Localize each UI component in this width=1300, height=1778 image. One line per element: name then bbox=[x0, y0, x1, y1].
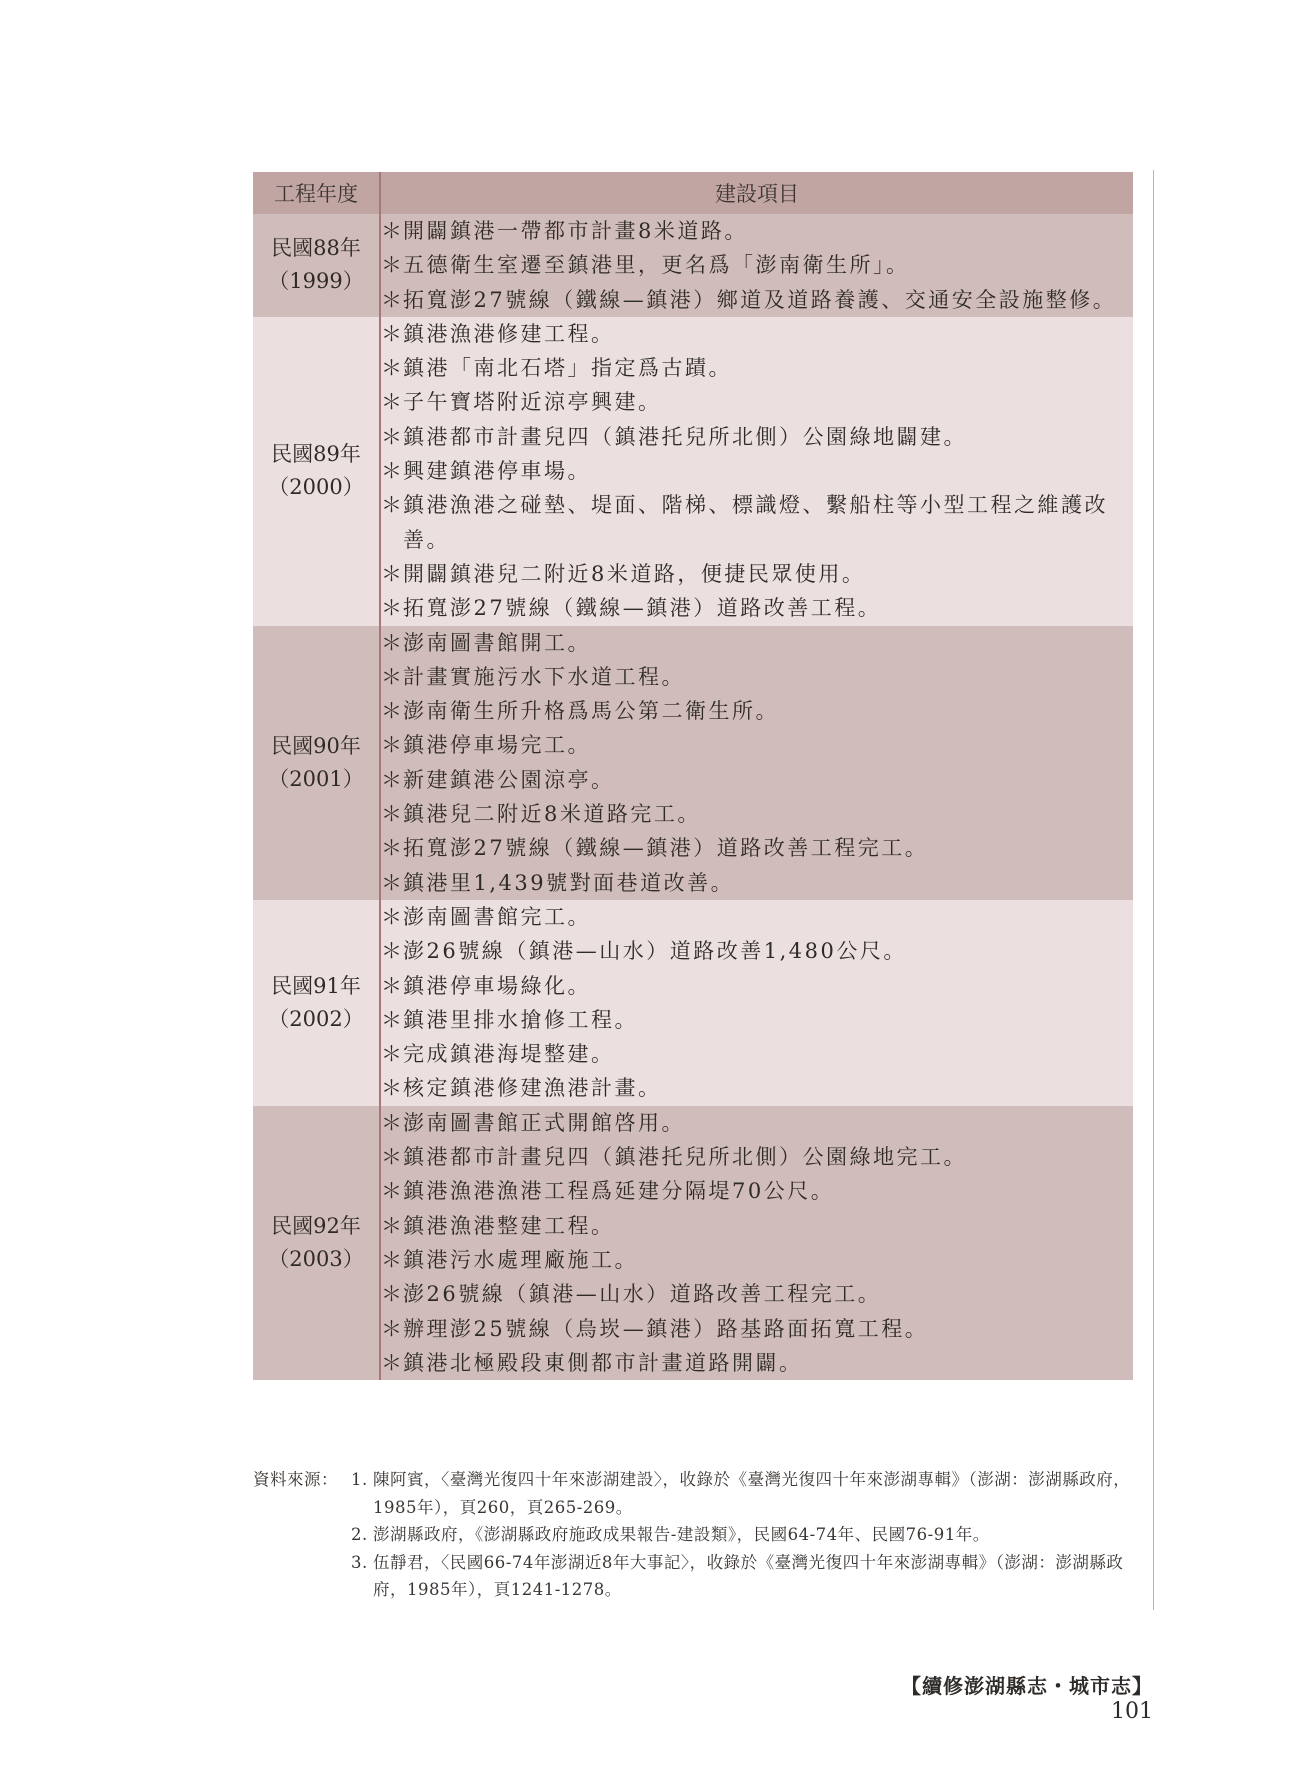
asterisk-bullet-icon: ＊ bbox=[381, 939, 405, 964]
project-item-text: 鎮港都市計畫兒四（鎮港托兒所北側）公園綠地完工。 bbox=[403, 1145, 967, 1170]
project-item bbox=[381, 248, 1133, 282]
project-item bbox=[381, 763, 1133, 797]
asterisk-bullet-icon: ＊ bbox=[381, 321, 405, 346]
project-item-text: 拓寬澎27號線（鐵線—鎮港）鄉道及道路養護、交通安全設施整修。 bbox=[403, 287, 1117, 312]
source-number: 1. bbox=[351, 1470, 368, 1489]
asterisk-bullet-icon: ＊ bbox=[381, 459, 405, 484]
year-cell bbox=[253, 317, 380, 626]
year-roc: 民國91年 bbox=[271, 973, 361, 998]
page-number: 101 bbox=[1111, 1699, 1153, 1724]
project-item bbox=[381, 934, 1133, 968]
sources-label bbox=[253, 1521, 351, 1549]
source-entry bbox=[253, 1521, 1133, 1549]
asterisk-bullet-icon: ＊ bbox=[381, 1350, 405, 1375]
table-row bbox=[253, 317, 1133, 626]
year-ad: （2003） bbox=[268, 1246, 364, 1271]
asterisk-bullet-icon: ＊ bbox=[381, 390, 405, 415]
project-item-text: 完成鎮港海堤整建。 bbox=[403, 1042, 615, 1067]
project-item-text: 開闢鎮港一帶都市計畫8米道路。 bbox=[403, 219, 748, 243]
source-entry bbox=[253, 1549, 1133, 1604]
project-item-text: 鎮港漁港漁港工程爲延建分隔堤70公尺。 bbox=[403, 1179, 835, 1204]
project-item-text: 澎26號線（鎮港—山水）道路改善工程完工。 bbox=[403, 1282, 882, 1307]
source-entry bbox=[253, 1466, 1133, 1521]
asterisk-bullet-icon: ＊ bbox=[381, 664, 405, 689]
asterisk-bullet-icon: ＊ bbox=[381, 1076, 405, 1101]
asterisk-bullet-icon: ＊ bbox=[381, 561, 405, 586]
asterisk-bullet-icon: ＊ bbox=[381, 802, 405, 827]
asterisk-bullet-icon: ＊ bbox=[381, 699, 405, 724]
project-item bbox=[381, 1174, 1133, 1208]
project-item-text: 辦理澎25號線（烏崁—鎮港）路基路面拓寬工程。 bbox=[403, 1316, 929, 1341]
project-item-text: 鎮港兒二附近8米道路完工。 bbox=[403, 802, 701, 827]
year-cell bbox=[253, 1106, 380, 1380]
project-item-text: 鎮港北極殿段東側都市計畫道路開闢。 bbox=[403, 1350, 803, 1375]
asterisk-bullet-icon: ＊ bbox=[381, 870, 405, 895]
source-text: 陳阿賓，〈臺灣光復四十年來澎湖建設〉，收錄於《臺灣光復四十年來澎湖專輯》（澎湖：澎湖縣政府，1985年），頁260，頁265-269。 bbox=[373, 1470, 1131, 1517]
project-item bbox=[381, 1312, 1133, 1346]
construction-table bbox=[253, 172, 1133, 1380]
project-item-text: 鎮港停車場綠化。 bbox=[403, 973, 591, 998]
project-item-text: 鎮港漁港之碰墊、堤面、階梯、標識燈、繫船柱等小型工程之維護改善。 bbox=[403, 493, 1108, 552]
project-item-text: 新建鎮港公園涼亭。 bbox=[403, 767, 615, 792]
source-text: 澎湖縣政府，《澎湖縣政府施政成果報告-建設類》，民國64-74年、民國76-91年。 bbox=[373, 1525, 990, 1544]
project-item-text: 拓寬澎27號線（鐵線—鎮港）道路改善工程完工。 bbox=[403, 836, 929, 861]
asterisk-bullet-icon: ＊ bbox=[381, 1213, 405, 1238]
project-item-text: 計畫實施污水下水道工程。 bbox=[403, 664, 685, 689]
project-item bbox=[381, 866, 1133, 900]
table-row bbox=[253, 626, 1133, 900]
asterisk-bullet-icon: ＊ bbox=[381, 219, 405, 243]
asterisk-bullet-icon: ＊ bbox=[381, 733, 405, 758]
project-item bbox=[381, 1346, 1133, 1380]
project-item bbox=[381, 797, 1133, 831]
asterisk-bullet-icon: ＊ bbox=[381, 253, 405, 278]
project-item bbox=[381, 420, 1133, 454]
source-number: 2. bbox=[351, 1525, 368, 1544]
project-item-text: 鎮港污水處理廠施工。 bbox=[403, 1247, 638, 1272]
project-item bbox=[381, 283, 1133, 317]
table-row bbox=[253, 214, 1133, 317]
asterisk-bullet-icon: ＊ bbox=[381, 767, 405, 792]
asterisk-bullet-icon: ＊ bbox=[381, 1247, 405, 1272]
book-title: 【續修澎湖縣志・城市志】 bbox=[901, 1674, 1153, 1698]
year-roc: 民國89年 bbox=[271, 442, 361, 467]
table-header-row bbox=[253, 172, 1133, 214]
project-item-text: 核定鎮港修建漁港計畫。 bbox=[403, 1076, 662, 1101]
year-roc: 民國90年 bbox=[271, 733, 361, 758]
project-item bbox=[381, 969, 1133, 1003]
asterisk-bullet-icon: ＊ bbox=[381, 973, 405, 998]
project-item bbox=[381, 728, 1133, 762]
project-item bbox=[381, 660, 1133, 694]
project-item bbox=[381, 1277, 1133, 1311]
asterisk-bullet-icon: ＊ bbox=[381, 356, 405, 381]
project-item bbox=[381, 214, 1133, 248]
year-cell bbox=[253, 214, 380, 317]
page-footer bbox=[870, 1670, 1153, 1724]
project-item bbox=[381, 900, 1133, 934]
items-cell bbox=[380, 1106, 1133, 1380]
project-item-text: 興建鎮港停車場。 bbox=[403, 459, 591, 484]
asterisk-bullet-icon: ＊ bbox=[381, 424, 405, 449]
project-item bbox=[381, 591, 1133, 625]
project-item bbox=[381, 557, 1133, 591]
project-item-text: 鎮港里1,439號對面巷道改善。 bbox=[403, 870, 735, 895]
project-item bbox=[381, 1003, 1133, 1037]
project-item bbox=[381, 1037, 1133, 1071]
project-item-text: 澎南圖書館正式開館啓用。 bbox=[403, 1110, 685, 1135]
year-cell bbox=[253, 900, 380, 1106]
project-item-text: 鎮港漁港修建工程。 bbox=[403, 321, 615, 346]
asterisk-bullet-icon: ＊ bbox=[381, 1282, 405, 1307]
project-item-text: 澎南衛生所升格爲馬公第二衛生所。 bbox=[403, 699, 779, 724]
asterisk-bullet-icon: ＊ bbox=[381, 1007, 405, 1032]
project-item-text: 澎南圖書館完工。 bbox=[403, 904, 591, 929]
year-cell bbox=[253, 626, 380, 900]
sources-section bbox=[253, 1466, 1133, 1604]
project-item bbox=[381, 1071, 1133, 1105]
source-number: 3. bbox=[351, 1552, 368, 1572]
project-item bbox=[381, 351, 1133, 385]
header-items: 建設項目 bbox=[380, 172, 1133, 214]
table-row bbox=[253, 900, 1133, 1106]
project-item bbox=[381, 694, 1133, 728]
project-item-text: 澎南圖書館開工。 bbox=[403, 630, 591, 655]
year-roc: 民國92年 bbox=[271, 1213, 361, 1238]
asterisk-bullet-icon: ＊ bbox=[381, 836, 405, 861]
project-item bbox=[381, 454, 1133, 488]
sources-label bbox=[253, 1549, 351, 1604]
project-item-text: 開闢鎮港兒二附近8米道路，便捷民眾使用。 bbox=[403, 561, 866, 586]
items-cell bbox=[380, 214, 1133, 317]
year-ad: （2002） bbox=[268, 1006, 364, 1031]
project-item-text: 子午寶塔附近涼亭興建。 bbox=[403, 390, 662, 415]
header-year: 工程年度 bbox=[253, 172, 380, 214]
year-ad: （2001） bbox=[268, 766, 364, 791]
project-item-text: 澎26號線（鎮港—山水）道路改善1,480公尺。 bbox=[403, 939, 907, 964]
project-item bbox=[381, 1140, 1133, 1174]
project-item bbox=[381, 831, 1133, 865]
right-margin-rule bbox=[1153, 170, 1154, 1610]
asterisk-bullet-icon: ＊ bbox=[381, 904, 405, 929]
project-item bbox=[381, 488, 1133, 557]
project-item bbox=[381, 317, 1133, 351]
asterisk-bullet-icon: ＊ bbox=[381, 287, 405, 312]
asterisk-bullet-icon: ＊ bbox=[381, 630, 405, 655]
items-cell bbox=[380, 900, 1133, 1106]
project-item-text: 鎮港里排水搶修工程。 bbox=[403, 1007, 638, 1032]
items-cell bbox=[380, 317, 1133, 626]
project-item bbox=[381, 385, 1133, 419]
project-item-text: 鎮港漁港整建工程。 bbox=[403, 1213, 615, 1238]
project-item bbox=[381, 1106, 1133, 1140]
year-ad: （1999） bbox=[268, 269, 364, 294]
source-text: 伍靜君，〈民國66-74年澎湖近8年大事記〉，收錄於《臺灣光復四十年來澎湖專輯》（澎湖：澎湖縣政府，1985年），頁1241-1278。 bbox=[373, 1552, 1124, 1599]
sources-label: 資料來源： bbox=[253, 1470, 338, 1489]
asterisk-bullet-icon: ＊ bbox=[381, 1145, 405, 1170]
year-ad: （2000） bbox=[268, 475, 364, 500]
asterisk-bullet-icon: ＊ bbox=[381, 1179, 405, 1204]
asterisk-bullet-icon: ＊ bbox=[381, 493, 405, 518]
table-body bbox=[253, 214, 1133, 1380]
project-item-text: 五德衛生室遷至鎮港里，更名爲「澎南衛生所」。 bbox=[403, 253, 910, 278]
project-item bbox=[381, 1243, 1133, 1277]
asterisk-bullet-icon: ＊ bbox=[381, 1110, 405, 1135]
asterisk-bullet-icon: ＊ bbox=[381, 1316, 405, 1341]
asterisk-bullet-icon: ＊ bbox=[381, 1042, 405, 1067]
project-item-text: 鎮港停車場完工。 bbox=[403, 733, 591, 758]
items-cell bbox=[380, 626, 1133, 900]
table-row bbox=[253, 1106, 1133, 1380]
year-roc: 民國88年 bbox=[271, 236, 361, 261]
project-item-text: 鎮港「南北石塔」指定爲古蹟。 bbox=[403, 356, 732, 381]
project-item bbox=[381, 626, 1133, 660]
project-item-text: 拓寬澎27號線（鐵線—鎮港）道路改善工程。 bbox=[403, 596, 882, 621]
project-item-text: 鎮港都市計畫兒四（鎮港托兒所北側）公園綠地闢建。 bbox=[403, 424, 967, 449]
project-item bbox=[381, 1209, 1133, 1243]
asterisk-bullet-icon: ＊ bbox=[381, 596, 405, 621]
